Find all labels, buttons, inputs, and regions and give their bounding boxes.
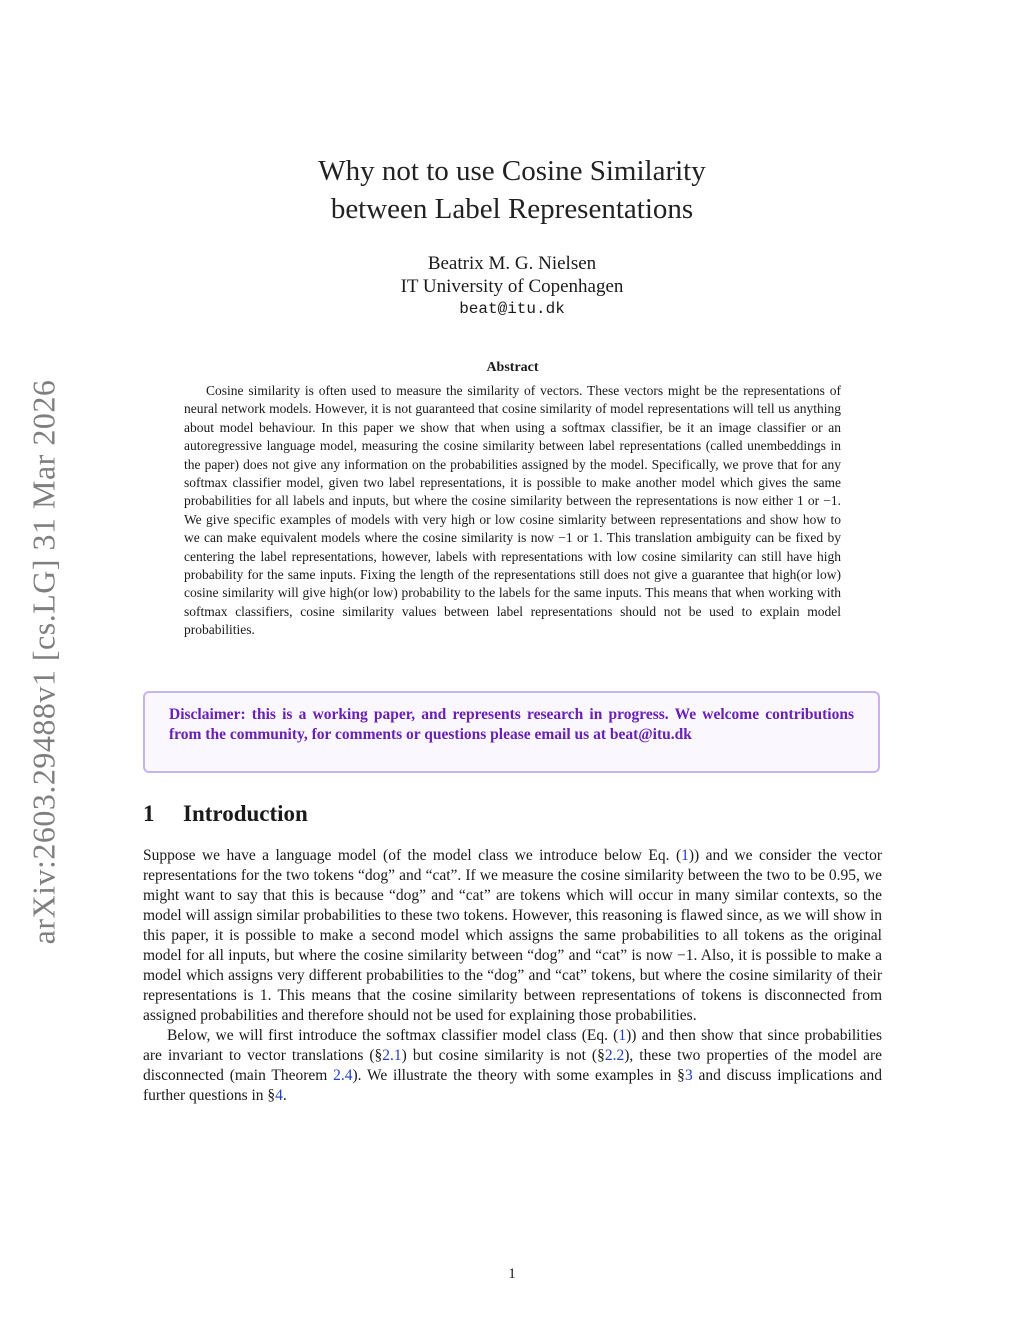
author-email[interactable]: beat@itu.dk	[459, 300, 565, 318]
introduction-body	[143, 846, 882, 1106]
section-ref-link[interactable]: 4	[275, 1087, 283, 1104]
author-name: Beatrix M. G. Nielsen	[427, 253, 597, 274]
paper-title-line-2: between Label Representations	[330, 193, 694, 225]
theorem-ref-link[interactable]: 2.4	[333, 1067, 353, 1084]
text-run: ). We illustrate the theory with some examples in §	[352, 1067, 685, 1084]
section-ref-link[interactable]: 2.2	[604, 1047, 625, 1064]
text-run: )) and we consider the vector representations for the two tokens “dog” and “cat”. If we measure the cosine similarity between the two to be 0.95, we might want to say that this is because “dog” and “cat” are tokens which will occur in many similar contexts, so the model will assign similar probabilities to these two tokens. However, this reasoning is flawed since, as we will show in this paper, it is possible to make a second model which assigns the same probabilities to all tokens as the original model for all inputs, but where the cosine similarity between “dog” and “cat” is now −1. Also, it is possible to make a model which assigns very different probabilities to the “dog” and “cat” tokens, but where the cosine similarity of their representations is 1. This means that the cosine similarity between representations of tokens is disconnected from assigned probabilities and therefore should not be used for explaining those probabilities.	[143, 847, 882, 1024]
abstract-heading: Abstract	[486, 360, 539, 375]
section-ref-link[interactable]: 2.1	[382, 1047, 402, 1064]
abstract-text: Cosine similarity is often used to measure the similarity of vectors. These vectors might be the representations of neural network models. However, it is not guaranteed that cosine similarity of model representations will tell us anything about model behaviour. In this paper we show that when using a softmax classifier, be it an image classifier or an autoregressive language model, measuring the cosine similarity between label representations (called unembeddings in the paper) does not give any information on the probabilities assigned by the model. Specifically, we prove that for any softmax classifier model, given two label representations, it is possible to make another model which gives the same probabilities for all labels and inputs, but where the cosine similarity between the representations is now either 1 or −1. We give specific examples of models with very high or low cosine simlarity between representations and show how to we can make equivalent models where the cosine similarity is now −1 or 1. This translation ambiguity can be fixed by centering the label representations, however, labels with representations with low cosine similarity can still have high probability for the same inputs. Fixing the length of the representations still does not give a guarantee that high(or low) cosine similarity will give high(or low) probability to the labels for the same inputs. This means that when working with softmax classifiers, cosine similarity values between label representations should not be used to explain model probabilities.	[184, 383, 841, 638]
introduction-paragraph-1	[143, 846, 882, 1026]
disclaimer-box	[143, 691, 880, 773]
arxiv-identifier-stamp: arXiv:2603.29488v1 [cs.LG] 31 Mar 2026	[25, 379, 62, 945]
section-heading-introduction	[143, 801, 308, 827]
text-run: ) but cosine similarity is not (§	[401, 1047, 605, 1064]
abstract-section	[184, 360, 841, 640]
page-number: 1	[508, 1266, 516, 1282]
section-ref-link[interactable]: 3	[684, 1067, 693, 1084]
text-run: )) and then show that since probabilities are invariant to vector translations (§	[143, 1027, 882, 1064]
equation-ref-link[interactable]: 1	[681, 847, 689, 864]
title-block	[0, 152, 1024, 321]
text-run: and discuss implications and further questions in §	[143, 1067, 882, 1104]
text-run: .	[282, 1087, 287, 1104]
disclaimer-text: Disclaimer: this is a working paper, and represents research in progress. We welcome contributions from the community, for comments or questions please email us at beat@itu.dk	[169, 706, 854, 743]
section-number: 1	[143, 801, 155, 826]
author-affiliation: IT University of Copenhagen	[400, 276, 624, 297]
text-run: ), these two properties of the model are disconnected (main Theorem	[143, 1047, 882, 1084]
section-title: Introduction	[183, 801, 308, 826]
introduction-paragraph-2	[143, 1026, 882, 1106]
text-run: Suppose we have a language model (of the model class we introduce below Eq. (	[143, 847, 682, 864]
paper-title-line-1: Why not to use Cosine Similarity	[318, 155, 706, 187]
equation-ref-link[interactable]: 1	[618, 1027, 627, 1044]
text-run: Below, we will first introduce the softmax classifier model class (Eq. (	[167, 1027, 619, 1044]
